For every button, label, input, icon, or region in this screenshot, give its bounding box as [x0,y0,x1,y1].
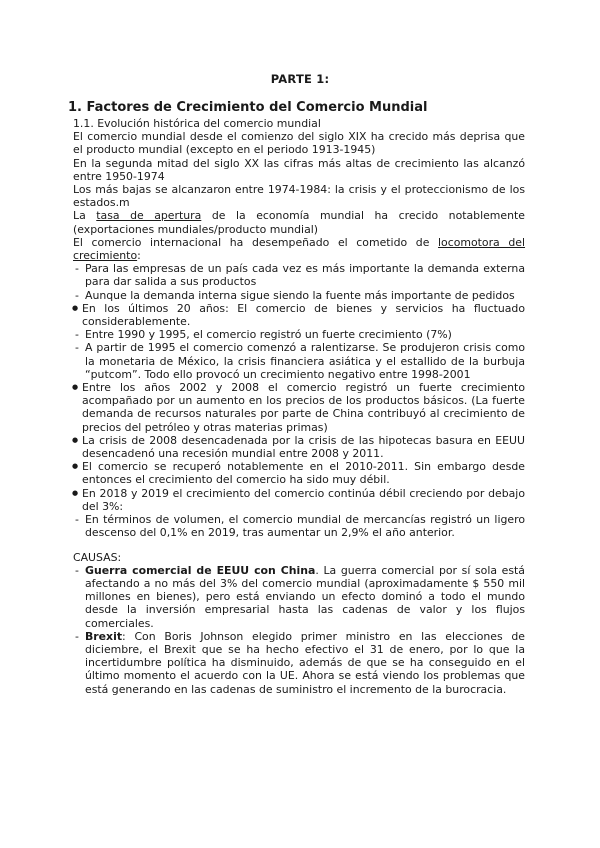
dash-item-3: - Entre 1990 y 1995, el comercio registró un fuerte crecimiento (7%) [73,328,525,341]
paragraph-1: El comercio mundial desde el comienzo del siglo XIX ha crecido más deprisa que el producto mundial (excepto en el periodo 1913-1945) [73,130,525,157]
cause-1-title: Guerra comercial de EEUU con China [85,563,316,577]
paragraph-4-end: de la economía mundial ha crecido notablemente (exportaciones mundiales/producto mundial) [73,209,525,236]
section-heading: 1. Factores de Crecimiento del Comercio Mundial [68,100,428,115]
paragraph-5-start: El comercio internacional ha desempeñado el cometido de [73,235,439,249]
paragraph-2: En la segunda mitad del siglo XX las cifras más altas de crecimiento las alcanzó entre 1950-1974 [73,156,525,183]
page-title: PARTE 1: [270,72,330,86]
dash-item-5: - En términos de volumen, el comercio mundial de mercancías registró un ligero descenso del 0,1% en 2019, tras aumentar un 2,9% el año anterior. [73,513,525,539]
locomotora-term: locomotora del crecimiento [73,235,526,263]
bullet-item-2: ● Entre los años 2002 y 2008 el comercio registró un fuerte crecimiento acompañado por un aumento en los precios de los productos básicos. (La fuerte demanda de recursos naturales por parte de China contribuyó al crecimiento de precios del petróleo y otras materias primas) [73,381,525,434]
cause-2-title: Brexit [85,629,123,643]
cause-item-1 [73,564,525,630]
bullet-item-1: ● En los últimos 20 años: El comercio de bienes y servicios ha fluctuado considerablemente. [73,302,525,328]
dash-item-4: - A partir de 1995 el comercio comenzó a ralentizarse. Se produjeron crisis como la monetaria de México, la crisis financiera asiática y el estallido de la burbuja “putcom”. Todo ello provocó un crecimiento negativo entre 1998-2001 [73,341,525,381]
spacer [73,540,525,551]
paragraph-3: Los más bajas se alcanzaron entre 1974-1984: la crisis y el proteccionismo de los estados.m [73,183,525,210]
paragraph-4 [73,209,525,235]
document-body [73,117,525,696]
cause-item-2 [73,630,525,696]
cause-2-text: : Con Boris Johnson elegido primer ministro en las elecciones de diciembre, el Brexit que se ha hecho efectivo el 31 de enero, por lo que la incertidumbre política ha disminuido, además de que se ha conseguido en el último momento el acuerdo con la UE. Ahora se está viendo los problemas que está generando en las cadenas de suministro el incremento de la burocracia. [85,629,525,696]
bullet-item-3: ● La crisis de 2008 desencadenada por la crisis de las hipotecas basura en EEUU desencadenó una recesión mundial entre 2008 y 2011. [73,434,525,460]
causas-heading: CAUSAS: [73,550,122,564]
bullet-item-4: ● El comercio se recuperó notablemente en el 2010-2011. Sin embargo desde entonces el crecimiento del comercio ha sido muy débil. [73,460,525,486]
subsection-heading: 1.1. Evolución histórica del comercio mundial [73,117,321,130]
tasa-de-apertura-term: tasa de apertura [96,209,202,223]
dash-item-1: - Para las empresas de un país cada vez es más importante la demanda externa para dar salida a sus productos [73,262,525,288]
cause-1-text: . La guerra comercial por sí sola está afectando a no más del 3% del comercio mundial (aproximadamente $ 550 mil millones en bienes), pero está enviando un efecto dominó a todo el mundo desde la inversión empresarial hasta las cadenas de valor y los flujos comerciales. [85,563,525,630]
dash-item-2: - Aunque la demanda interna sigue siendo la fuente más importante de pedidos [73,289,525,302]
paragraph-5-end: : [137,249,141,263]
bullet-item-5: ● En 2018 y 2019 el crecimiento del comercio continúa débil creciendo por debajo del 3%: [73,487,525,513]
paragraph-5 [73,236,525,262]
paragraph-4-start: La [73,209,97,223]
